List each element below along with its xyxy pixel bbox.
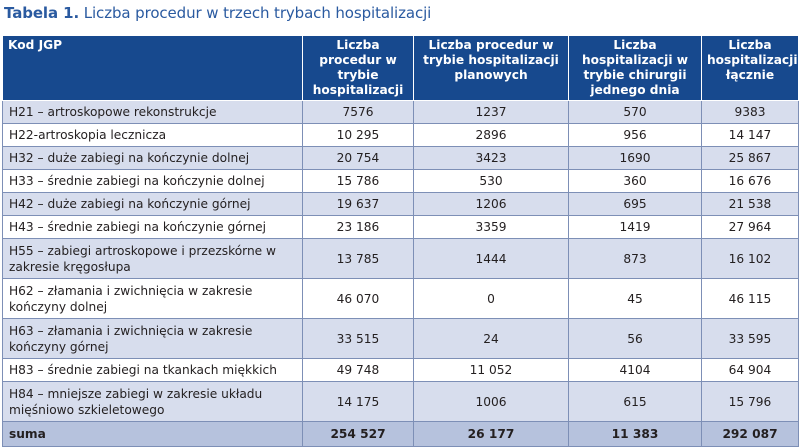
total-row: [3, 422, 799, 447]
cell-value: 360: [569, 170, 702, 193]
cell-value: 14 147: [702, 124, 799, 147]
cell-value: 10 295: [303, 124, 414, 147]
cell-value: 46 070: [303, 279, 414, 319]
cell-kod: H33 – średnie zabiegi na kończynie dolnej: [3, 170, 303, 193]
table-row: [3, 124, 799, 147]
cell-kod: H83 – średnie zabiegi na tkankach miękkich: [3, 359, 303, 382]
cell-value: 530: [414, 170, 569, 193]
cell-value: 24: [414, 319, 569, 359]
cell-value: 956: [569, 124, 702, 147]
cell-value: 3359: [414, 216, 569, 239]
cell-value: 56: [569, 319, 702, 359]
caption-text: Liczba procedur w trzech trybach hospitalizacji: [83, 4, 432, 22]
cell-value: 15 796: [702, 382, 799, 422]
cell-value: 14 175: [303, 382, 414, 422]
cell-value: 20 754: [303, 147, 414, 170]
cell-value: 1444: [414, 239, 569, 279]
cell-value: 4104: [569, 359, 702, 382]
cell-value: 33 515: [303, 319, 414, 359]
table-row: [3, 279, 799, 319]
cell-value: 23 186: [303, 216, 414, 239]
cell-value: 15 786: [303, 170, 414, 193]
cell-kod: H21 – artroskopowe rekonstrukcje: [3, 101, 303, 124]
total-value: 292 087: [702, 422, 799, 447]
cell-value: 16 676: [702, 170, 799, 193]
cell-value: 33 595: [702, 319, 799, 359]
cell-kod: H84 – mniejsze zabiegi w zakresie układu mięśniowo szkieletowego: [3, 382, 303, 422]
cell-value: 873: [569, 239, 702, 279]
cell-value: 45: [569, 279, 702, 319]
cell-kod: H55 – zabiegi artroskopowe i przezskórne w zakresie kręgosłupa: [3, 239, 303, 279]
cell-value: 19 637: [303, 193, 414, 216]
cell-value: 695: [569, 193, 702, 216]
table-row: [3, 319, 799, 359]
cell-value: 1237: [414, 101, 569, 124]
cell-value: 27 964: [702, 216, 799, 239]
total-value: 254 527: [303, 422, 414, 447]
cell-kod: H32 – duże zabiegi na kończynie dolnej: [3, 147, 303, 170]
cell-value: 1419: [569, 216, 702, 239]
table-row: [3, 382, 799, 422]
table-row: [3, 359, 799, 382]
cell-value: 46 115: [702, 279, 799, 319]
cell-kod: H63 – złamania i zwichnięcia w zakresie kończyny górnej: [3, 319, 303, 359]
cell-value: 2896: [414, 124, 569, 147]
cell-value: 7576: [303, 101, 414, 124]
header-procedury-hospitalizacji: Liczba procedur w trybie hospitalizacji: [303, 36, 414, 101]
cell-value: 11 052: [414, 359, 569, 382]
cell-value: 3423: [414, 147, 569, 170]
cell-value: 1006: [414, 382, 569, 422]
table-caption: [4, 4, 431, 22]
header-kod-jgp: Kod JGP: [3, 36, 303, 101]
cell-kod: H22-artroskopia lecznicza: [3, 124, 303, 147]
cell-value: 570: [569, 101, 702, 124]
header-row: [3, 36, 799, 101]
header-procedury-planowe: Liczba procedur w trybie hospitalizacji planowych: [414, 36, 569, 101]
caption-prefix: Tabela 1.: [4, 4, 80, 22]
cell-value: 21 538: [702, 193, 799, 216]
header-chirurgia-jednego-dnia: Liczba hospitalizacji w trybie chirurgii jednego dnia: [569, 36, 702, 101]
cell-value: 25 867: [702, 147, 799, 170]
total-label: suma: [3, 422, 303, 447]
procedures-table: [2, 35, 799, 447]
table-row: [3, 239, 799, 279]
cell-kod: H43 – średnie zabiegi na kończynie górnej: [3, 216, 303, 239]
table-row: [3, 193, 799, 216]
cell-value: 9383: [702, 101, 799, 124]
table-row: [3, 147, 799, 170]
cell-value: 64 904: [702, 359, 799, 382]
table-row: [3, 101, 799, 124]
cell-value: 1206: [414, 193, 569, 216]
cell-value: 0: [414, 279, 569, 319]
cell-value: 16 102: [702, 239, 799, 279]
cell-kod: H42 – duże zabiegi na kończynie górnej: [3, 193, 303, 216]
total-value: 11 383: [569, 422, 702, 447]
header-lacznie: Liczba hospitalizacji łącznie: [702, 36, 799, 101]
cell-value: 1690: [569, 147, 702, 170]
table-row: [3, 170, 799, 193]
cell-value: 615: [569, 382, 702, 422]
cell-value: 49 748: [303, 359, 414, 382]
table-row: [3, 216, 799, 239]
total-value: 26 177: [414, 422, 569, 447]
cell-kod: H62 – złamania i zwichnięcia w zakresie kończyny dolnej: [3, 279, 303, 319]
cell-value: 13 785: [303, 239, 414, 279]
